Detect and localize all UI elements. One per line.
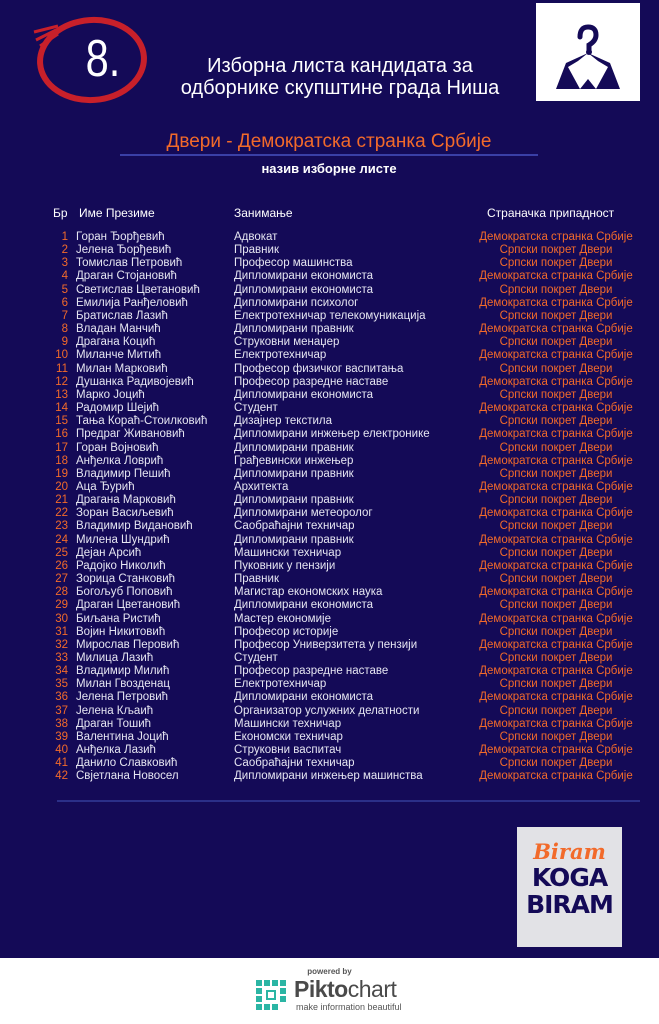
candidate-occupation: Струковни васпитач xyxy=(234,744,342,757)
candidate-number: 28 xyxy=(55,586,68,599)
candidate-number: 13 xyxy=(55,388,68,401)
candidate-number: 7 xyxy=(61,309,68,322)
candidate-row xyxy=(0,349,659,362)
candidate-row xyxy=(0,613,659,626)
candidate-name: Владан Манчић xyxy=(76,323,161,336)
candidate-number: 18 xyxy=(55,454,68,467)
candidate-row xyxy=(0,244,659,257)
candidate-occupation: Дипломирани економиста xyxy=(234,283,374,296)
candidate-occupation: Професор машинства xyxy=(234,257,353,270)
candidate-party: Демократска странка Србије xyxy=(479,717,633,730)
candidate-number: 23 xyxy=(55,520,68,533)
candidate-name: Владимир Видановић xyxy=(76,520,193,533)
candidate-row xyxy=(0,731,659,744)
candidate-party: Демократска странка Србије xyxy=(479,770,633,783)
candidate-name: Драгана Коцић xyxy=(76,336,156,349)
candidate-party: Демократска странка Србије xyxy=(479,349,633,362)
candidate-party: Демократска странка Србије xyxy=(479,586,633,599)
candidate-occupation: Грађевински инжењер xyxy=(234,454,354,467)
candidate-name: Светислав Цветановић xyxy=(76,283,200,296)
candidate-party: Српски покрет Двери xyxy=(499,467,613,480)
candidate-party: Српски покрет Двери xyxy=(499,309,613,322)
candidate-row xyxy=(0,481,659,494)
candidate-row xyxy=(0,770,659,783)
piktochart-logo-icon xyxy=(256,980,288,1014)
piktochart-footer[interactable] xyxy=(0,958,659,1024)
candidate-occupation: Дипломирани правник xyxy=(234,441,354,454)
candidate-occupation: Дипломирани психолог xyxy=(234,296,359,309)
candidate-name: Тања Кораћ-Стоилковић xyxy=(76,415,208,428)
candidate-party: Демократска странка Србије xyxy=(479,323,633,336)
candidate-occupation: Дипломирани правник xyxy=(234,323,354,336)
candidate-name: Данило Славковић xyxy=(76,757,178,770)
column-header-name: Име Презиме xyxy=(79,206,155,220)
candidate-occupation: Архитекта xyxy=(234,480,289,493)
candidate-row xyxy=(0,626,659,639)
logo-script-text: Biram xyxy=(533,839,606,864)
candidate-number: 6 xyxy=(61,296,68,309)
candidate-occupation: Студент xyxy=(234,652,278,664)
candidate-row xyxy=(0,494,659,507)
candidate-party: Демократска странка Србије xyxy=(479,296,633,309)
candidate-occupation: Саобраћајни техничар xyxy=(234,757,355,770)
electoral-list-name: Двери - Демократска странка Србије xyxy=(166,131,492,152)
candidate-number: 36 xyxy=(55,691,68,704)
candidate-party: Демократска странка Србије xyxy=(479,691,633,704)
candidate-name: Мирослав Перовић xyxy=(76,638,180,651)
candidate-party: Српски покрет Двери xyxy=(499,244,613,257)
candidate-party: Српски покрет Двери xyxy=(499,678,613,691)
candidate-party: Демократска странка Србије xyxy=(479,559,633,572)
candidate-occupation: Саобраћајни техничар xyxy=(234,520,355,533)
candidate-name: Милан Марковић xyxy=(76,362,168,375)
candidate-list xyxy=(0,231,659,784)
candidate-number: 38 xyxy=(55,717,68,730)
candidate-row xyxy=(0,415,659,428)
candidate-party: Српски покрет Двери xyxy=(499,388,613,401)
candidate-number: 20 xyxy=(55,480,68,493)
candidate-name: Горан Ђорђевић xyxy=(76,231,165,243)
candidate-party: Српски покрет Двери xyxy=(499,573,613,586)
candidate-party: Демократска странка Србије xyxy=(479,744,633,757)
candidate-occupation: Дипломирани економиста xyxy=(234,599,374,612)
candidate-row xyxy=(0,336,659,349)
candidate-number: 16 xyxy=(55,428,68,441)
candidate-number: 26 xyxy=(55,559,68,572)
candidate-party: Српски покрет Двери xyxy=(499,730,613,743)
candidate-number: 22 xyxy=(55,507,68,520)
candidate-row xyxy=(0,547,659,560)
candidate-party: Српски покрет Двери xyxy=(499,704,613,717)
candidate-party: Српски покрет Двери xyxy=(499,757,613,770)
candidate-occupation: Пуковник у пензији xyxy=(234,559,336,572)
candidate-occupation: Дипломирани инжењер електронике xyxy=(234,428,430,441)
candidate-party: Демократска странка Србије xyxy=(479,375,633,388)
candidate-row xyxy=(0,678,659,691)
candidate-row xyxy=(0,665,659,678)
candidate-row xyxy=(0,534,659,547)
candidate-name: Драган Цветановић xyxy=(76,599,181,612)
candidate-occupation: Машински техничар xyxy=(234,546,342,559)
candidate-party: Српски покрет Двери xyxy=(499,283,613,296)
candidate-row xyxy=(0,376,659,389)
candidate-row xyxy=(0,363,659,376)
candidate-party: Демократска странка Србије xyxy=(479,665,633,678)
candidate-number: 39 xyxy=(55,730,68,743)
candidate-party: Демократска странка Србије xyxy=(479,507,633,520)
candidate-occupation: Професор разредне наставе xyxy=(234,665,389,678)
candidate-party: Српски покрет Двери xyxy=(499,494,613,507)
candidate-number: 15 xyxy=(55,415,68,428)
candidate-number: 35 xyxy=(55,678,68,691)
piktochart-brand xyxy=(294,976,396,1003)
candidate-number: 31 xyxy=(55,625,68,638)
candidate-name: Предраг Живановић xyxy=(76,428,185,441)
candidate-number: 17 xyxy=(55,441,68,454)
candidate-occupation: Економски техничар xyxy=(234,730,343,743)
candidate-occupation: Дипломирани правник xyxy=(234,494,354,507)
candidate-occupation: Правник xyxy=(234,244,279,257)
candidate-number: 1 xyxy=(61,231,68,243)
candidate-row xyxy=(0,310,659,323)
candidate-occupation: Магистар економских наука xyxy=(234,586,383,599)
electoral-list-caption: назив изборне листе xyxy=(261,161,397,176)
candidate-occupation: Професор Универзитета у пензији xyxy=(234,638,418,651)
candidate-party: Демократска странка Србије xyxy=(479,638,633,651)
candidate-party: Демократска странка Србије xyxy=(479,402,633,415)
candidate-party: Српски покрет Двери xyxy=(499,652,613,664)
candidate-number: 5 xyxy=(61,283,68,296)
candidate-name: Јелена Кљаић xyxy=(76,704,154,717)
candidate-number: 42 xyxy=(55,770,68,783)
candidate-row xyxy=(0,284,659,297)
candidate-name: Милица Лазић xyxy=(76,652,154,664)
candidate-row xyxy=(0,520,659,533)
candidate-party: Српски покрет Двери xyxy=(499,520,613,533)
candidate-party: Демократска странка Србије xyxy=(479,428,633,441)
candidate-row xyxy=(0,586,659,599)
candidate-occupation: Електротехничар телекомуникација xyxy=(234,309,426,322)
candidate-name: Анђелка Ловрић xyxy=(76,454,164,467)
candidate-occupation: Професор физичког васпитања xyxy=(234,362,404,375)
candidate-row xyxy=(0,257,659,270)
candidate-name: Драган Стојановић xyxy=(76,270,177,283)
piktochart-tagline: make information beautiful xyxy=(296,1002,402,1012)
candidate-number: 10 xyxy=(55,349,68,362)
candidate-name: Емилија Ранђеловић xyxy=(76,296,188,309)
candidate-occupation: Правник xyxy=(234,573,279,586)
candidate-row xyxy=(0,744,659,757)
candidate-number: 40 xyxy=(55,744,68,757)
candidate-number: 11 xyxy=(56,362,68,375)
candidate-party: Демократска странка Србије xyxy=(479,533,633,546)
candidate-name: Владимир Пешић xyxy=(76,467,171,480)
candidate-number: 12 xyxy=(55,375,68,388)
candidate-row xyxy=(0,231,659,244)
candidate-party: Српски покрет Двери xyxy=(499,362,613,375)
candidate-name: Марко Јоцић xyxy=(76,388,145,401)
candidate-row xyxy=(0,573,659,586)
candidate-number: 37 xyxy=(55,704,68,717)
candidate-number: 21 xyxy=(55,494,68,507)
candidate-occupation: Студент xyxy=(234,402,278,415)
candidate-occupation: Дипломирани економиста xyxy=(234,270,374,283)
candidate-number: 9 xyxy=(61,336,68,349)
candidate-name: Свјетлана Новосел xyxy=(76,770,179,783)
list-number: 8. xyxy=(85,30,121,88)
logo-line-1: KOGA xyxy=(531,863,608,892)
column-header-party: Страначка припадност xyxy=(487,206,615,220)
candidate-occupation: Дипломирани економиста xyxy=(234,388,374,401)
candidate-occupation: Професор разредне наставе xyxy=(234,375,389,388)
candidate-name: Драгана Марковић xyxy=(76,494,176,507)
candidate-row xyxy=(0,757,659,770)
candidate-occupation: Адвокат xyxy=(234,231,278,243)
candidate-number: 33 xyxy=(55,652,68,664)
candidate-occupation: Електротехничар xyxy=(234,349,327,362)
candidate-row xyxy=(0,705,659,718)
candidate-name: Милан Гвозденац xyxy=(76,678,170,691)
brand-bold: Pikto xyxy=(294,976,348,1002)
candidate-occupation: Дизајнер текстила xyxy=(234,415,333,428)
candidate-name: Зорица Станковић xyxy=(76,573,176,586)
candidate-name: Горан Војновић xyxy=(76,441,159,454)
candidate-name: Биљана Ристић xyxy=(76,612,161,625)
candidate-number: 25 xyxy=(55,546,68,559)
candidate-number: 8 xyxy=(61,323,68,336)
candidate-occupation: Дипломирани правник xyxy=(234,467,354,480)
candidate-occupation: Електротехничар xyxy=(234,678,327,691)
candidate-name: Богољуб Поповић xyxy=(76,586,173,599)
candidate-name: Валентина Јоцић xyxy=(76,730,169,743)
candidate-occupation: Дипломирани економиста xyxy=(234,691,374,704)
title-line-2: одборнике скупштине града Ниша xyxy=(180,77,500,99)
candidate-party: Српски покрет Двери xyxy=(499,546,613,559)
candidate-row xyxy=(0,455,659,468)
title-line-1: Изборна листа кандидата за xyxy=(207,55,473,77)
candidate-name: Јелена Петровић xyxy=(76,691,169,704)
candidate-row xyxy=(0,468,659,481)
candidate-name: Владимир Милић xyxy=(76,665,170,678)
candidate-name: Братислав Лазић xyxy=(76,309,168,322)
divider xyxy=(120,154,538,156)
candidate-party: Српски покрет Двери xyxy=(499,257,613,270)
candidate-party: Српски покрет Двери xyxy=(499,599,613,612)
candidate-name: Аца Ђурић xyxy=(76,480,135,493)
candidate-number: 3 xyxy=(61,257,68,270)
candidate-name: Душанка Радивојевић xyxy=(76,375,194,388)
candidate-number: 14 xyxy=(55,402,68,415)
candidate-number: 29 xyxy=(55,599,68,612)
page-title xyxy=(150,55,530,99)
column-header-no: Бр xyxy=(53,206,68,220)
candidate-number: 4 xyxy=(61,270,68,283)
candidate-row xyxy=(0,639,659,652)
column-header-occupation: Занимање xyxy=(234,206,293,220)
powered-by-label: powered by xyxy=(307,967,352,976)
candidate-name: Војин Никитовић xyxy=(76,625,166,638)
hanger-logo xyxy=(536,3,640,101)
candidate-name: Анђелка Лазић xyxy=(76,744,156,757)
candidate-row xyxy=(0,652,659,665)
hanger-jacket-icon xyxy=(536,3,640,101)
candidate-number: 30 xyxy=(55,612,68,625)
candidate-row xyxy=(0,297,659,310)
candidate-number: 24 xyxy=(55,533,68,546)
candidate-occupation: Мастер економије xyxy=(234,612,331,625)
candidate-row xyxy=(0,428,659,441)
candidate-occupation: Дипломирани метеоролог xyxy=(234,507,373,520)
divider xyxy=(57,800,640,802)
brand-light: chart xyxy=(347,976,397,1002)
candidate-row xyxy=(0,442,659,455)
candidate-row xyxy=(0,599,659,612)
candidate-name: Зоран Васиљевић xyxy=(76,507,174,520)
candidate-number: 32 xyxy=(55,638,68,651)
candidate-row xyxy=(0,560,659,573)
candidate-occupation: Струковни менаџер xyxy=(234,336,340,349)
candidate-number: 19 xyxy=(55,467,68,480)
candidate-party: Српски покрет Двери xyxy=(499,441,613,454)
candidate-row xyxy=(0,270,659,283)
candidate-party: Српски покрет Двери xyxy=(499,336,613,349)
candidate-party: Српски покрет Двери xyxy=(499,625,613,638)
candidate-name: Дејан Арсић xyxy=(76,546,142,559)
candidate-occupation: Професор историје xyxy=(234,625,339,638)
candidate-row xyxy=(0,402,659,415)
candidate-occupation: Организатор услужних делатности xyxy=(234,704,420,717)
candidate-row xyxy=(0,323,659,336)
candidate-party: Српски покрет Двери xyxy=(499,415,613,428)
candidate-row xyxy=(0,691,659,704)
candidate-name: Томислав Петровић xyxy=(76,257,183,270)
candidate-party: Демократска странка Србије xyxy=(479,270,633,283)
candidate-name: Радомир Шејић xyxy=(76,402,160,415)
candidate-party: Демократска странка Србије xyxy=(479,612,633,625)
candidate-row xyxy=(0,718,659,731)
logo-line-2: BIRAM xyxy=(526,890,613,919)
candidate-row xyxy=(0,389,659,402)
candidate-row xyxy=(0,507,659,520)
candidate-party: Демократска странка Србије xyxy=(479,480,633,493)
candidate-name: Драган Тошић xyxy=(76,717,152,730)
candidate-occupation: Дипломирани инжењер машинства xyxy=(234,770,423,783)
candidate-number: 27 xyxy=(55,573,68,586)
candidate-occupation: Дипломирани правник xyxy=(234,533,354,546)
candidate-name: Радојко Николић xyxy=(76,559,166,572)
candidate-name: Јелена Ђорђевић xyxy=(76,244,172,257)
candidate-occupation: Машински техничар xyxy=(234,717,342,730)
candidate-number: 34 xyxy=(55,665,68,678)
candidate-number: 2 xyxy=(61,244,68,257)
candidate-party: Демократска странка Србије xyxy=(479,231,633,243)
list-number-badge xyxy=(30,10,160,110)
candidate-number: 41 xyxy=(55,757,68,770)
candidate-name: Милена Шундрић xyxy=(76,533,170,546)
biram-koga-biram-logo xyxy=(517,827,622,947)
candidate-name: Миланче Митић xyxy=(76,349,162,362)
candidate-party: Демократска странка Србије xyxy=(479,454,633,467)
